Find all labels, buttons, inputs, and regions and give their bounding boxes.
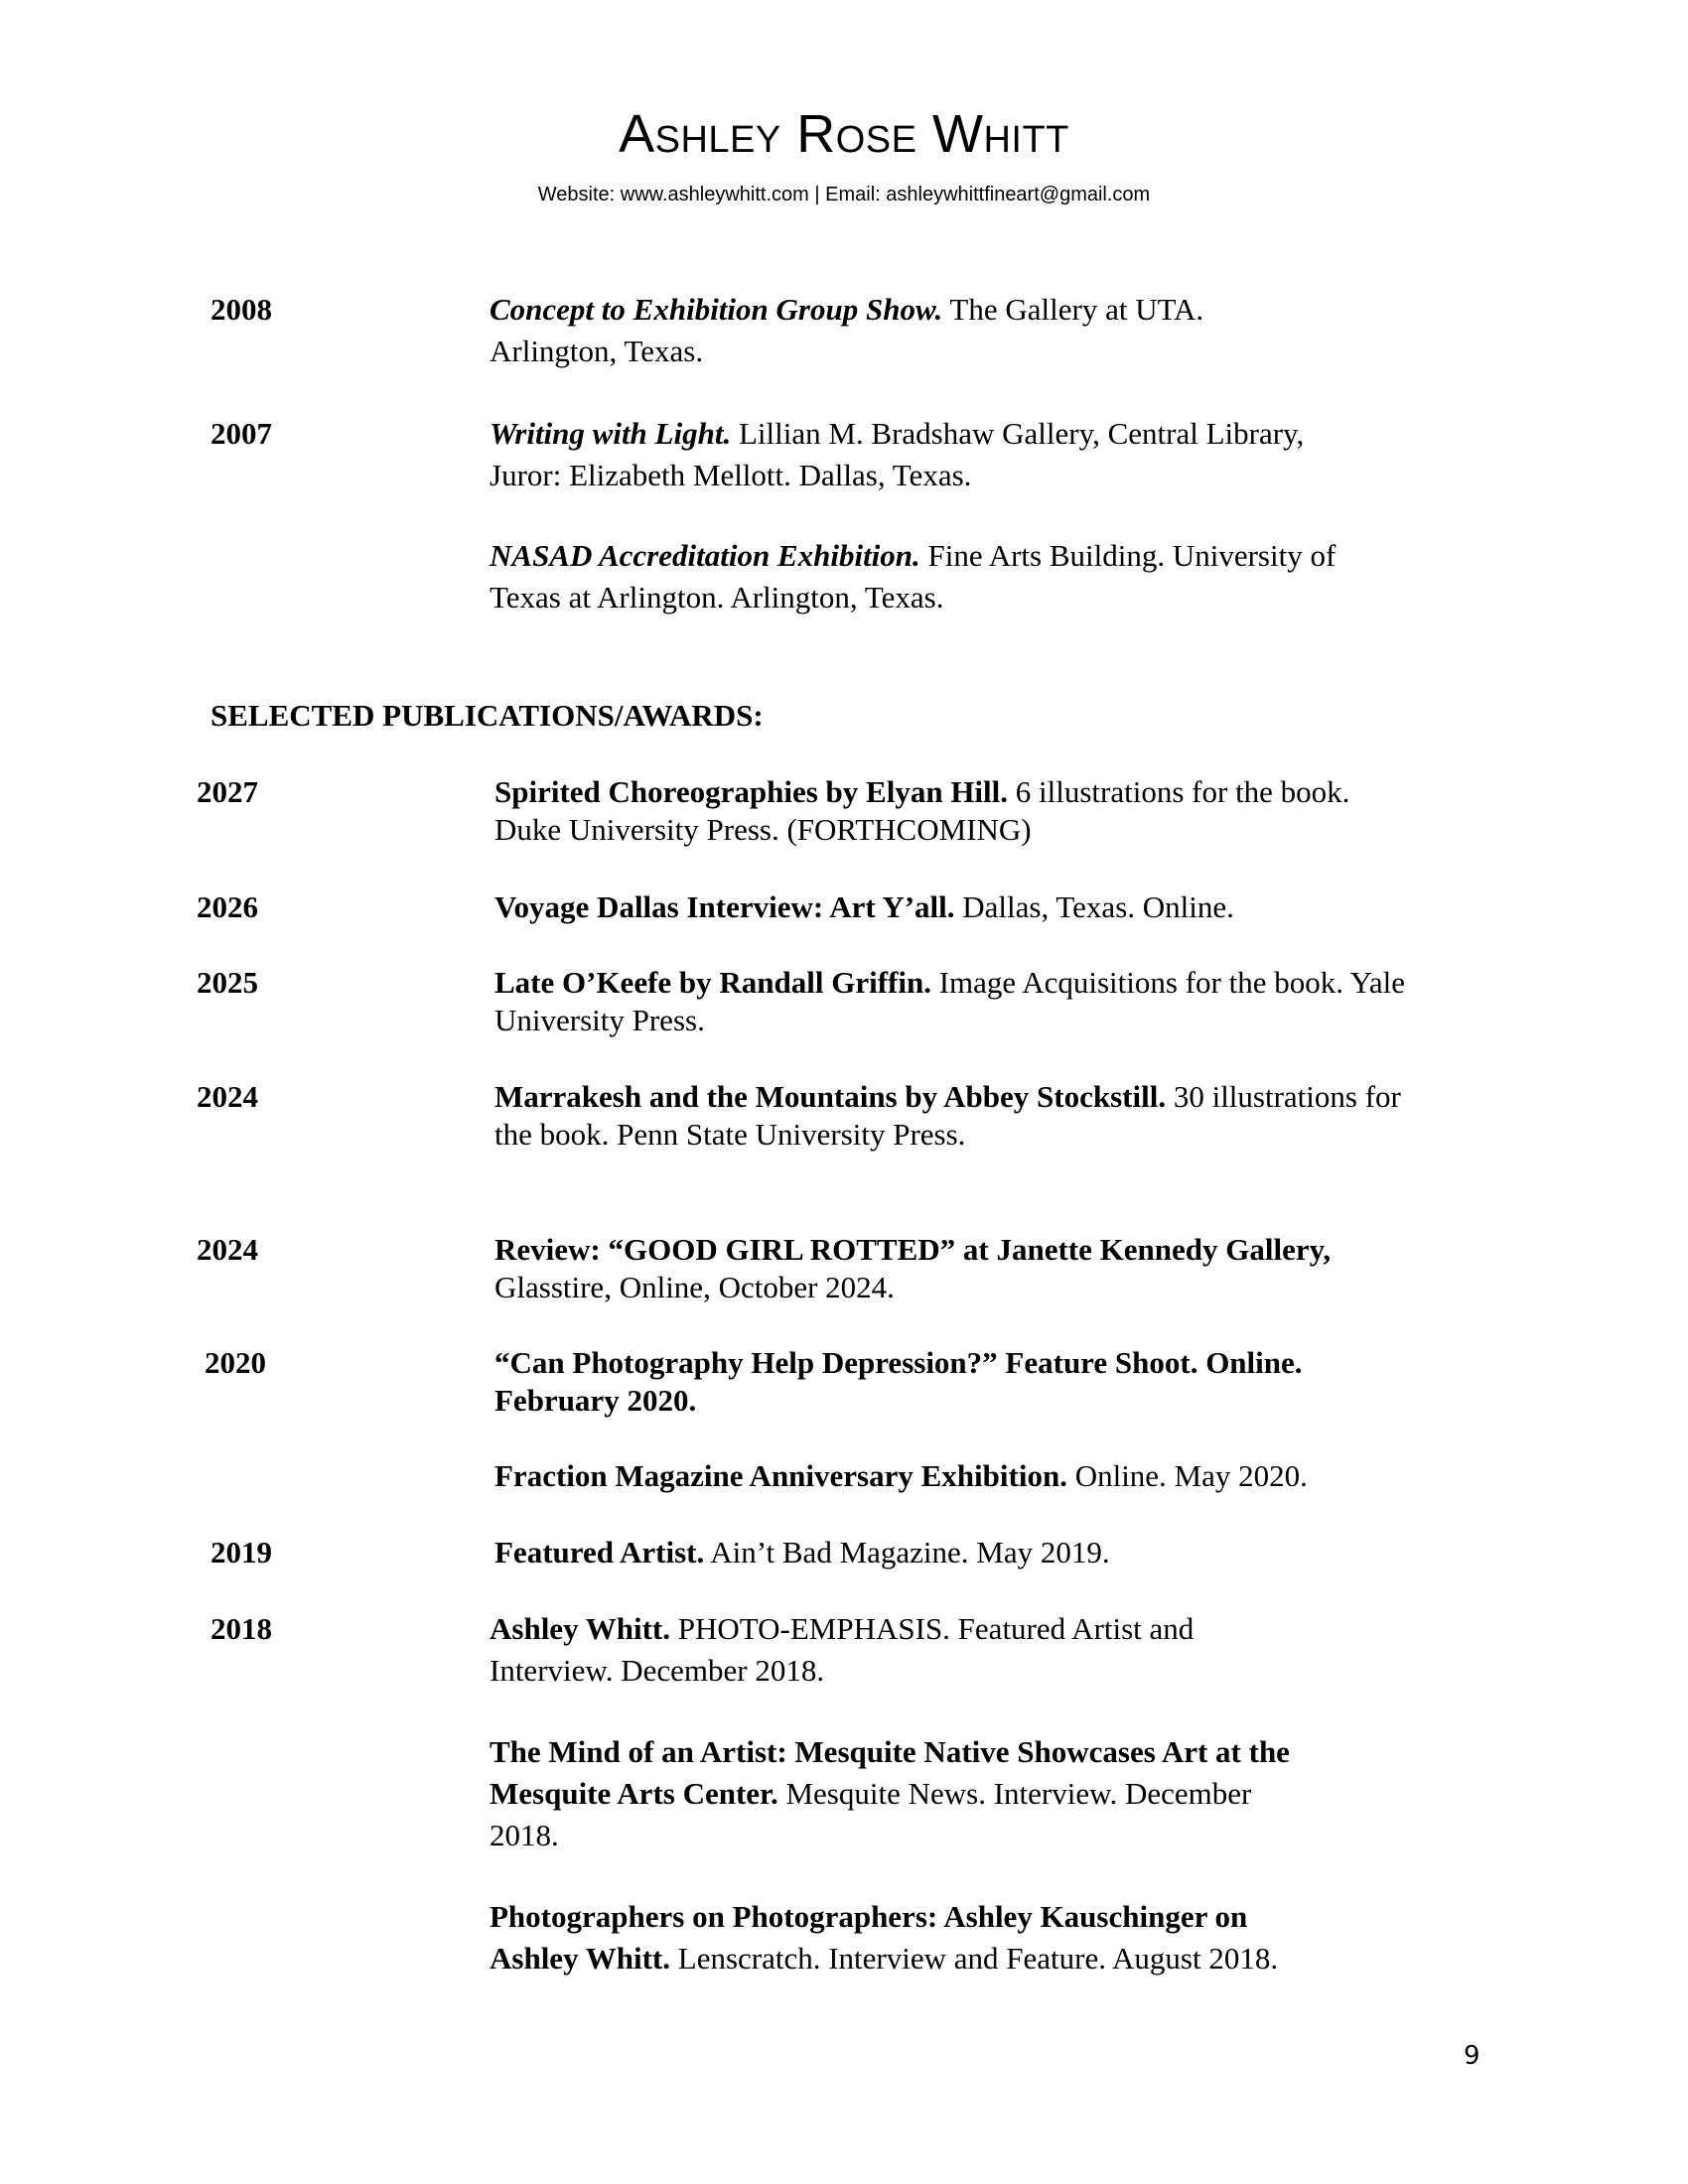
artist-name: Ashley Rose Whitt [619, 104, 1069, 164]
publication-entry: Marrakesh and the Mountains by Abbey Stockstill. 30 illustrations for the book. Penn State University Press. [494, 1079, 1401, 1152]
publication-entry: Ashley Whitt. PHOTO-EMPHASIS. Featured Artist and Interview. December 2018. [490, 1611, 1195, 1688]
year-label: 2026 [197, 889, 258, 924]
contact-line: Website: www.ashleywhitt.com | Email: ashleywhittfineart@gmail.com [537, 184, 1151, 205]
publication-entry: Featured Artist. Ain’t Bad Magazine. May 2019. [494, 1535, 1110, 1570]
year-label: 2019 [211, 1535, 272, 1570]
publication-entry: Late O’Keefe by Randall Griffin. Image Acquisitions for the book. Yale University Press. [494, 965, 1405, 1037]
publication-entry: Fraction Magazine Anniversary Exhibition. Online. May 2020. [494, 1458, 1308, 1493]
exhibition-entry: NASAD Accreditation Exhibition. Fine Arts Building. University of Texas at Arlington. Arlington, Texas. [490, 538, 1336, 614]
year-label: 2027 [197, 774, 258, 809]
page-number: 9 [1464, 2041, 1480, 2071]
year-label: 2025 [197, 965, 258, 1000]
section-heading: SELECTED PUBLICATIONS/AWARDS: [211, 698, 764, 733]
publication-entry: Spirited Choreographies by Elyan Hill. 6 illustrations for the book. Duke University Press. (FORTHCOMING) [494, 774, 1350, 847]
publication-entry: The Mind of an Artist: Mesquite Native Showcases Art at the Mesquite Arts Center. Mesquite News. Interview. December 2018. [490, 1734, 1290, 1852]
year-label: 2020 [205, 1345, 266, 1380]
year-label: 2018 [211, 1611, 272, 1646]
publication-entry: Voyage Dallas Interview: Art Y’all. Dallas, Texas. Online. [494, 889, 1234, 924]
publication-entry: “Can Photography Help Depression?” Feature Shoot. Online. February 2020. [494, 1345, 1303, 1418]
year-label: 2008 [211, 292, 272, 327]
publication-entry: Review: “GOOD GIRL ROTTED” at Janette Kennedy Gallery, Glasstire, Online, October 2024. [494, 1232, 1332, 1304]
year-label: 2024 [197, 1079, 258, 1114]
exhibition-entry: Concept to Exhibition Group Show. The Gallery at UTA. Arlington, Texas. [490, 292, 1204, 368]
year-label: 2024 [197, 1232, 258, 1267]
exhibition-entry: Writing with Light. Lillian M. Bradshaw Gallery, Central Library, Juror: Elizabeth Mellott. Dallas, Texas. [490, 416, 1305, 492]
year-label: 2007 [211, 416, 272, 451]
publication-entry: Photographers on Photographers: Ashley Kauschinger on Ashley Whitt. Lenscratch. Interview and Feature. August 2018. [490, 1899, 1279, 1976]
